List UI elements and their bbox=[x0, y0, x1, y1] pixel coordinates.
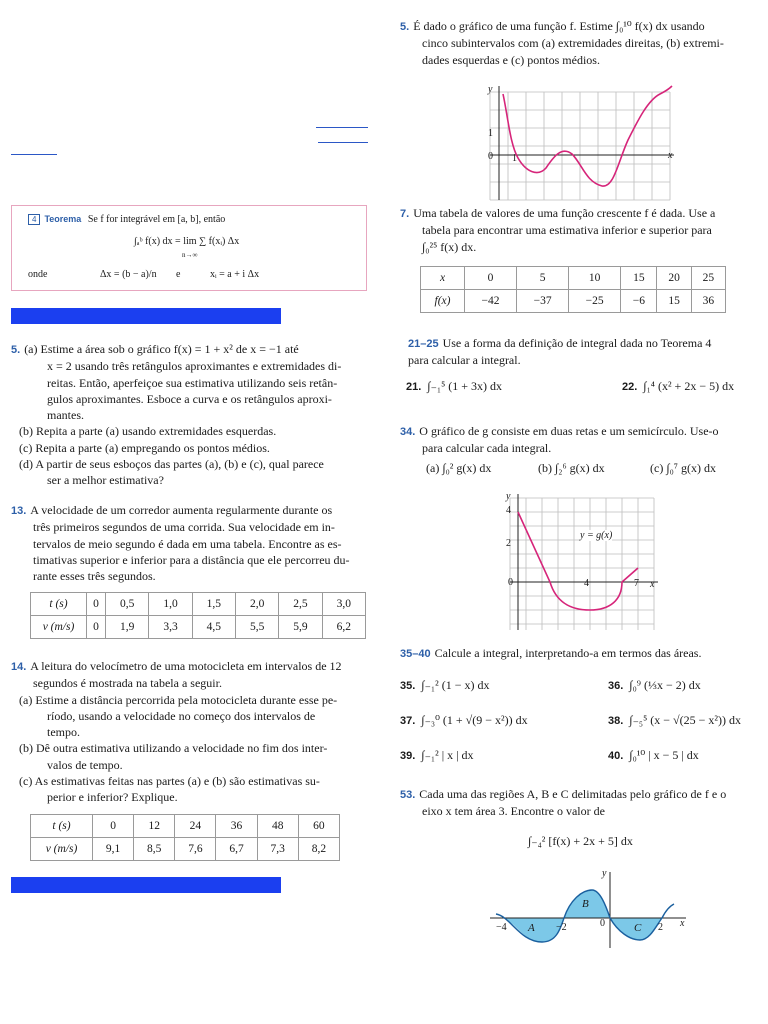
tick-label-x-7: 7 bbox=[634, 578, 639, 589]
curve-label: y = g(x) bbox=[580, 530, 613, 541]
exercise-number: 7. bbox=[400, 208, 410, 220]
region-label-c: C bbox=[634, 922, 642, 934]
tick-label-y-4: 4 bbox=[506, 505, 511, 516]
curve-f bbox=[503, 86, 672, 186]
exercise-35: 35. ∫₋₁² (1 − x) dx bbox=[400, 678, 490, 692]
exercise-5-left: 5. (a) Estime a área sob o gráfico f(x) = 1 + x² de x = −1 até x = 2 usando três retângulos aproximantes e extremidades di- reitas. Então, aperfeiçoe sua estimativa utilizando seis retân- gulos aproximantes. Esboce a curva e os retângulos aproxi- mantes. (b) Repita a parte (a) usando extremidades esquerdas. (c) Repita a parte (a) empregando os pontos médios. (d) A partir de seus esboços das partes (a), (b) e (c), qual parece ser a melhor estimativa? bbox=[11, 342, 342, 488]
table-row: f(x) −42 −37 −25 −6 15 36 bbox=[421, 290, 726, 313]
exercise-34: 34. O gráfico de g consiste em duas retas e um semicírculo. Use-o para calcular cada integral. bbox=[400, 424, 719, 456]
exercise-number: 5. bbox=[11, 344, 21, 356]
exercise-number: 13. bbox=[11, 505, 27, 517]
exercise-39: 39. ∫₋₁² | x | dx bbox=[400, 748, 474, 762]
exercise-number: 14. bbox=[11, 661, 27, 673]
exercise-36: 36. ∫₀⁹ (⅓x − 2) dx bbox=[608, 678, 701, 692]
exercises-35-40: 35–40 Calcule a integral, interpretando-a em termos das áreas. bbox=[400, 646, 702, 660]
function-values-table bbox=[420, 266, 726, 313]
exercise-37: 37. ∫₋₃⁰ (1 + √(9 − x²)) dx bbox=[400, 713, 528, 727]
theorem-label: Teorema bbox=[44, 214, 82, 224]
exercise-7: 7. Uma tabela de valores de uma função crescente f é dada. Use a tabela para encontrar uma estimativa inferior e superior para ∫₀²⁵ f(x) dx. bbox=[400, 206, 716, 254]
exercise-number: 34. bbox=[400, 426, 416, 438]
velocity-table-14 bbox=[30, 814, 340, 861]
hyperlink-underline[interactable] bbox=[318, 142, 368, 143]
axis-label-y: y bbox=[602, 868, 607, 879]
exercise-number: 53. bbox=[400, 789, 416, 801]
function-f-graph bbox=[478, 82, 678, 202]
highlight-bar bbox=[11, 308, 281, 324]
table-row: v (m/s) 9,1 8,5 7,6 6,7 7,3 8,2 bbox=[31, 838, 340, 861]
exercise-14: 14. A leitura do velocímetro de uma motocicleta em intervalos de 12 segundos é mostrada na tabela a seguir. (a) Estime a distância percorrida pela motocicleta durante esse pe- ríodo, usando a velocidade no começo dos intervalos de tempo. (b) Dê outra estimativa utilizando a velocidade no fim dos inter- valos de tempo. (c) As estimativas feitas nas partes (a) e (b) são estimativas su- perior e inferior? Explique. bbox=[11, 659, 342, 805]
function-regions-graph bbox=[490, 870, 690, 950]
theorem-conjunction: e bbox=[176, 269, 181, 280]
theorem-where: onde bbox=[28, 269, 48, 280]
tick-label-2: 2 bbox=[658, 922, 663, 933]
axis-label-y: y bbox=[506, 491, 511, 502]
exercise-53: 53. Cada uma das regiões A, B e C delimitadas pelo gráfico de f e o eixo x tem área 3. Encontre o valor de bbox=[400, 787, 727, 819]
table-row: x 0 5 10 15 20 25 bbox=[421, 267, 726, 290]
highlight-bar bbox=[11, 877, 281, 893]
axis-label-x: x bbox=[680, 918, 685, 929]
region-label-b: B bbox=[582, 898, 589, 910]
curve-g bbox=[518, 512, 638, 610]
exercise-number: 5. bbox=[400, 21, 410, 33]
exercise-34-a: (a) ∫₀² g(x) dx bbox=[426, 461, 492, 475]
tick-label-x-1: 1 bbox=[512, 153, 517, 164]
exercise-53-integral: ∫₋₄² [f(x) + 2x + 5] dx bbox=[528, 834, 633, 848]
tick-label-y-2: 2 bbox=[506, 538, 511, 549]
tick-label-minus-4: −4 bbox=[496, 922, 507, 933]
theorem-header bbox=[28, 214, 225, 225]
hyperlink-underline[interactable] bbox=[11, 154, 57, 155]
table-row: v (m/s) 0 1,9 3,3 4,5 5,5 5,9 6,2 bbox=[31, 616, 366, 639]
table-row: t (s) 0 0,5 1,0 1,5 2,0 2,5 3,0 bbox=[31, 593, 366, 616]
tick-label-y-1: 1 bbox=[488, 128, 493, 139]
tick-label-origin: 0 bbox=[508, 577, 513, 588]
axis-label-y: y bbox=[488, 84, 493, 95]
axis-label-x: x bbox=[668, 150, 673, 161]
grid bbox=[490, 92, 673, 200]
table-row: t (s) 0 12 24 36 48 60 bbox=[31, 815, 340, 838]
theorem-formula: ∫ₐᵇ f(x) dx = lim ∑ f(xᵢ) Δx bbox=[134, 236, 240, 247]
tick-label-minus-2: −2 bbox=[556, 922, 567, 933]
theorem-box bbox=[11, 205, 367, 291]
theorem-intro: Se f for integrável em [a, b], então bbox=[87, 214, 226, 225]
exercise-range: 35–40 bbox=[400, 648, 431, 660]
exercise-22: 22. ∫₁⁴ (x² + 2x − 5) dx bbox=[622, 379, 735, 393]
exercise-34-b: (b) ∫₂⁶ g(x) dx bbox=[538, 461, 605, 475]
tick-label-origin: 0 bbox=[600, 918, 605, 929]
exercise-38: 38. ∫₋₅⁵ (x − √(25 − x²)) dx bbox=[608, 713, 741, 727]
axis-label-x: x bbox=[650, 579, 655, 590]
exercise-21: 21. ∫₋₁⁵ (1 + 3x) dx bbox=[406, 379, 503, 393]
region-label-a: A bbox=[528, 922, 535, 934]
velocity-table-13 bbox=[30, 592, 366, 639]
tick-label-origin: 0 bbox=[488, 151, 493, 162]
function-g-graph bbox=[498, 492, 663, 632]
exercise-40: 40. ∫₀¹⁰ | x − 5 | dx bbox=[608, 748, 699, 762]
theorem-number: 4 bbox=[28, 214, 40, 225]
theorem-limit-subscript: n→∞ bbox=[182, 251, 198, 259]
theorem-xi: xᵢ = a + i Δx bbox=[210, 269, 260, 280]
exercise-range: 21–25 bbox=[408, 338, 439, 350]
exercise-34-c: (c) ∫₀⁷ g(x) dx bbox=[650, 461, 716, 475]
hyperlink-underline[interactable] bbox=[316, 127, 368, 128]
tick-label-x-4: 4 bbox=[584, 578, 589, 589]
exercise-13: 13. A velocidade de um corredor aumenta regularmente durante os três primeiros segundos de uma corrida. Sua velocidade em in- tervalos de meio segundo é dada em uma tabela. Encontre as es- timativas superior e inferior para a distância que ele percorreu du- rante esses três segundos. bbox=[11, 503, 350, 584]
theorem-delta: Δx = (b − a)/n bbox=[100, 269, 157, 280]
exercises-21-25: 21–25 Use a forma da definição de integral dada no Teorema 4 para calcular a integral. bbox=[408, 336, 712, 368]
exercise-5-right: 5. É dado o gráfico de uma função f. Estime ∫₀¹⁰ f(x) dx usando cinco subintervalos com (a) extremidades direitas, (b) extremi- dades esquerdas e (c) pontos médios. bbox=[400, 19, 724, 67]
